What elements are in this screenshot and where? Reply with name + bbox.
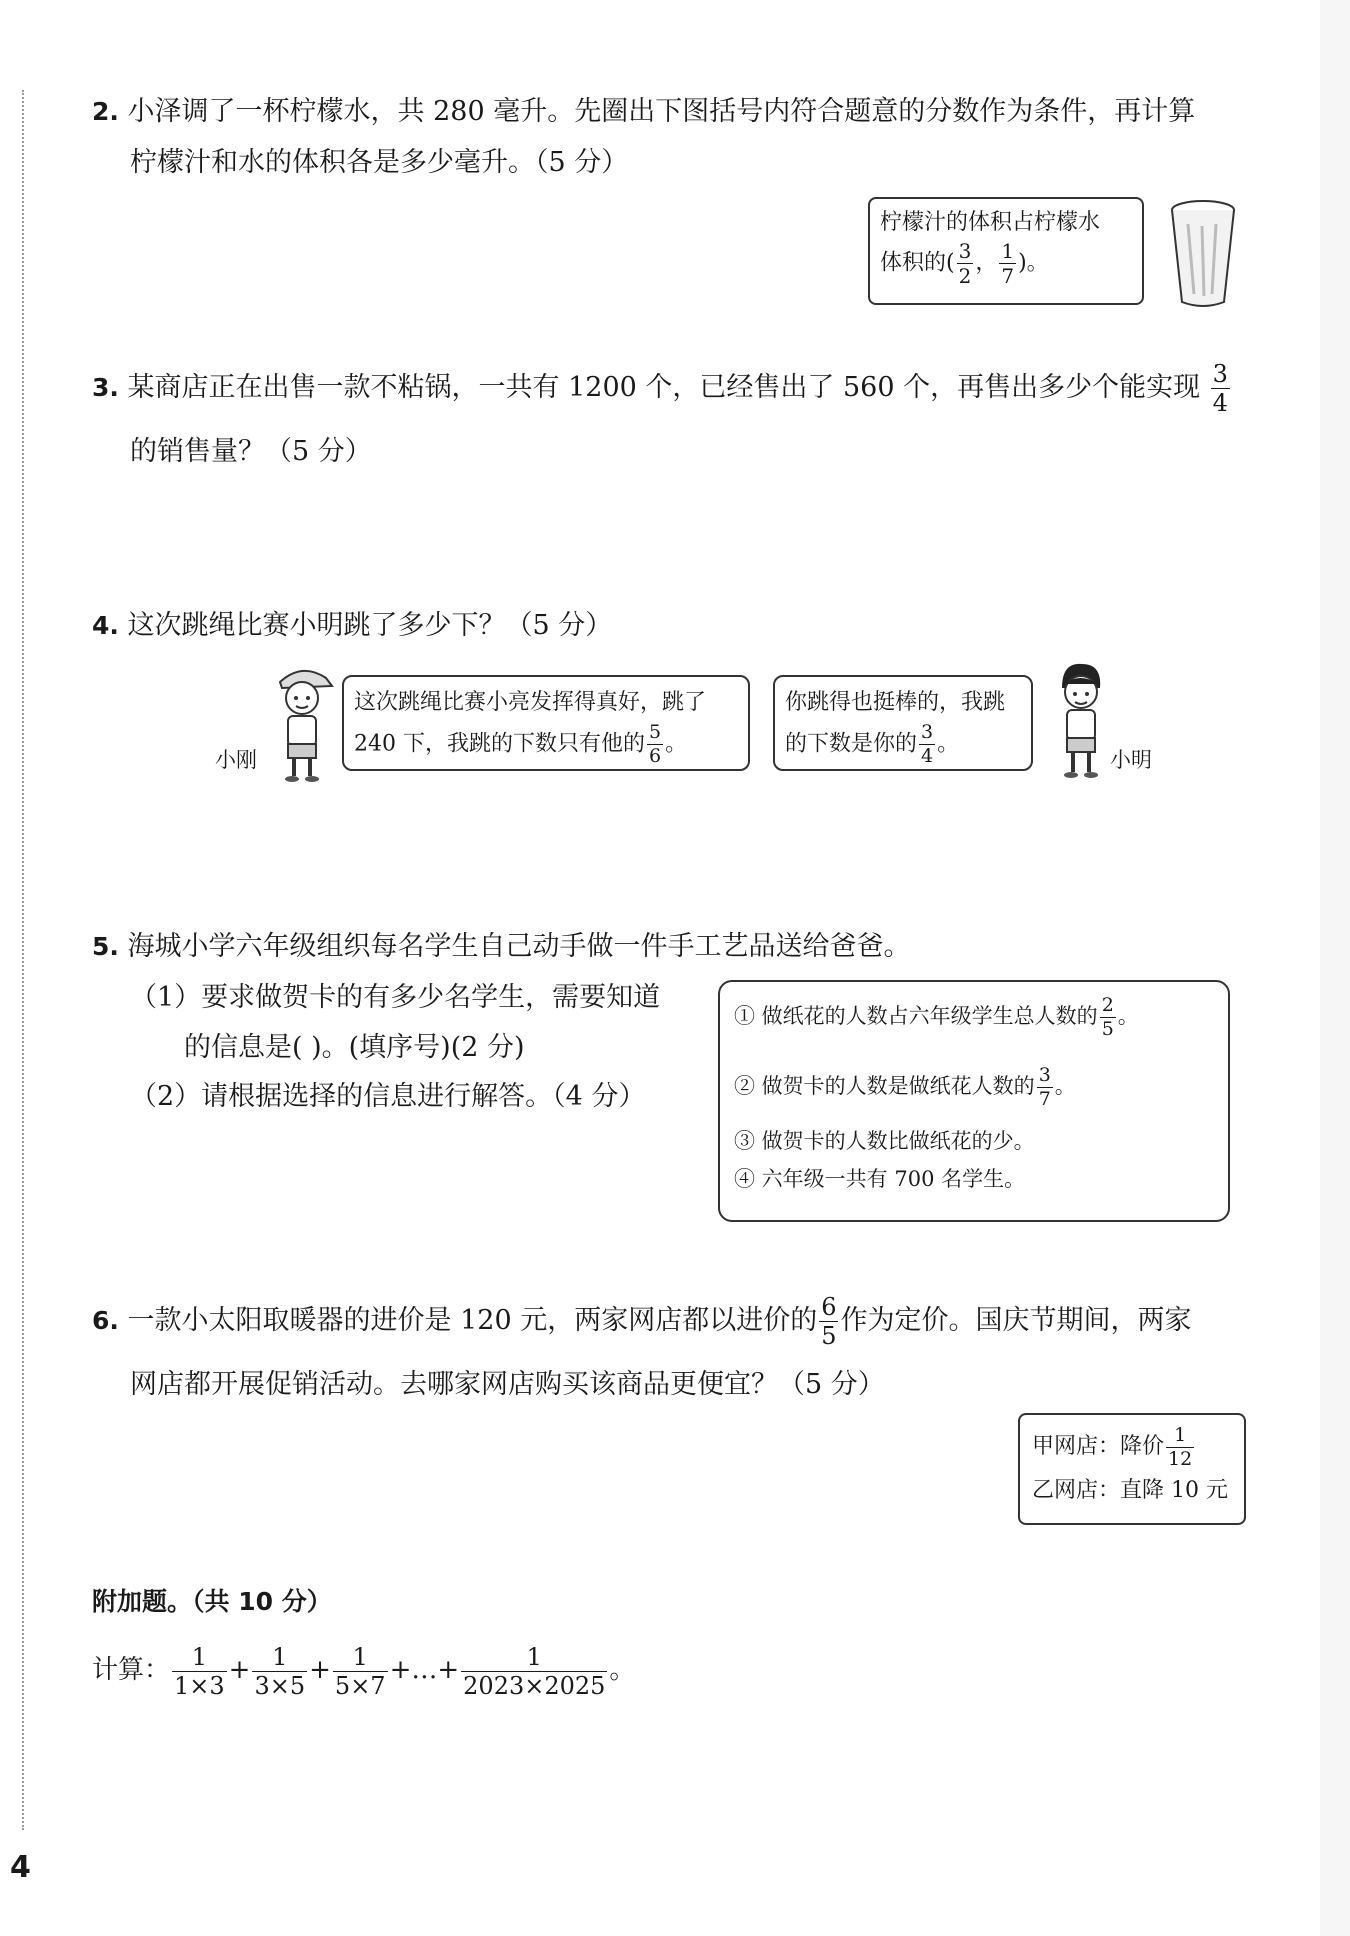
q5-option-2[interactable] <box>734 1054 1214 1114</box>
q5-text-1: 海城小学六年级组织每名学生自己动手做一件手工艺品送给爸爸。 <box>127 931 911 962</box>
q4-number: 4. <box>92 611 119 640</box>
q6-f-den: 5 <box>821 1322 837 1350</box>
bonus-t1-num: 1 <box>172 1645 227 1672</box>
q2-box-pre: 体积的( <box>880 250 955 276</box>
q3-line1 <box>92 362 1232 415</box>
q6-shop-box <box>1018 1413 1246 1525</box>
bonus-term-3 <box>333 1642 388 1700</box>
q2-f2-den: 7 <box>1001 264 1015 288</box>
boy-with-cap-illustration <box>270 660 334 784</box>
right-bubble-pre: 的下数是你的 <box>785 731 918 757</box>
right-bubble-line1: 你跳得也挺棒的，我跳 <box>785 690 1006 715</box>
bonus-term-2 <box>252 1642 307 1700</box>
q5-opt1-den: 5 <box>1101 1018 1114 1040</box>
bonus-t4-num: 1 <box>461 1645 607 1672</box>
bonus-t4-den: 2023×2025 <box>463 1671 606 1700</box>
right-f-den: 4 <box>921 745 934 767</box>
q5-number: 5. <box>92 932 119 961</box>
left-bubble-line1: 这次跳绳比赛小亮发挥得真好，跳了 <box>354 690 707 715</box>
right-speech-bubble <box>773 675 1033 771</box>
q5-sub1-line2: 的信息是( )。(填序号)(2 分) <box>184 1032 525 1063</box>
q6-shop2: 乙网店：直降 10 元 <box>1032 1478 1228 1503</box>
q5-option-1[interactable] <box>734 996 1214 1054</box>
q5-sub1-line1: （1）要求做贺卡的有多少名学生，需要知道 <box>130 982 661 1013</box>
bonus-t3-num: 1 <box>333 1645 388 1672</box>
bonus-t3-den: 5×7 <box>334 1671 386 1700</box>
left-speech-bubble <box>342 675 750 771</box>
left-bubble-fraction <box>647 723 663 766</box>
q2-fraction-1-7[interactable] <box>999 241 1016 286</box>
q5-sub2: （2）请根据选择的信息进行解答。（4 分） <box>130 1081 646 1112</box>
right-bubble-post: 。 <box>937 731 960 757</box>
q5-opt2-text: ② 做贺卡的人数是做纸花人数的 <box>734 1074 1035 1098</box>
bonus-term-1 <box>172 1642 227 1700</box>
q2-box-sep: ， <box>975 250 998 276</box>
q3-text-1: 某商店正在出售一款不粘锅，一共有 1200 个，已经售出了 560 个，再售出多少个能实现 <box>127 372 1201 403</box>
bonus-title: 附加题。（共 10 分） <box>92 1587 332 1616</box>
left-bubble-post: 。 <box>665 731 688 757</box>
bonus-t2-num: 1 <box>252 1645 307 1672</box>
q2-box-post: )。 <box>1018 250 1049 276</box>
left-f-num: 5 <box>649 721 662 743</box>
q5-opt2-den: 7 <box>1038 1088 1051 1110</box>
q2-f1-num: 3 <box>958 239 972 263</box>
q2-text-1: 小泽调了一杯柠檬水，共 280 毫升。先圈出下图括号内符合题意的分数作为条件，再计算 <box>127 96 1196 127</box>
q2-line1 <box>92 92 1195 132</box>
q6-shop1-num: 1 <box>1166 1426 1194 1448</box>
bonus-calc-label: 计算： <box>92 1655 171 1685</box>
q2-fraction-3-2[interactable] <box>957 241 974 286</box>
q4-text-1: 这次跳绳比赛小明跳了多少下？（5 分） <box>127 610 613 641</box>
q2-box-line2 <box>880 241 1132 286</box>
q5-opt2-post: 。 <box>1054 1074 1076 1098</box>
bonus-plus-2: + <box>309 1655 331 1685</box>
q5-option-3[interactable]: ③ 做贺卡的人数比做纸花的少。 <box>734 1129 1035 1153</box>
q2-text-2: 柠檬汁和水的体积各是多少毫升。（5 分） <box>130 147 629 178</box>
cup-icon <box>1168 198 1238 312</box>
q6-shop1-fraction <box>1166 1423 1194 1470</box>
q6-shop1-den: 12 <box>1168 1447 1193 1470</box>
bonus-t2-den: 3×5 <box>254 1671 306 1700</box>
q5-opt1-text: ① 做纸花的人数占六年级学生总人数的 <box>734 1004 1098 1028</box>
q2-condition-box <box>868 197 1144 305</box>
bonus-end: 。 <box>609 1655 636 1685</box>
q4-line1 <box>92 606 612 646</box>
q3-f-num: 3 <box>1212 360 1228 388</box>
bonus-ellipsis: +…+ <box>389 1655 460 1685</box>
q3-text-2: 的销售量？（5 分） <box>130 436 372 467</box>
q5-opt2-fraction <box>1037 1066 1053 1109</box>
q6-text-2: 网店都开展促销活动。去哪家网店购买该商品更便宜？（5 分） <box>130 1369 885 1400</box>
right-f-num: 3 <box>921 721 934 743</box>
q6-fraction <box>819 1295 838 1348</box>
q6-f-num: 6 <box>821 1293 837 1321</box>
page-number: 4 <box>10 1850 31 1885</box>
q6-number: 6. <box>92 1306 119 1335</box>
binding-dotted-line <box>22 90 24 1830</box>
q2-box-line1: 柠檬汁的体积占柠檬水 <box>880 210 1101 235</box>
q2-f2-num: 1 <box>1001 239 1015 263</box>
q3-number: 3. <box>92 373 119 402</box>
q2-number: 2. <box>92 97 119 126</box>
q5-opt1-post: 。 <box>1117 1004 1139 1028</box>
bonus-plus-1: + <box>228 1655 251 1685</box>
q6-shop1 <box>1032 1425 1232 1469</box>
bonus-t1-den: 1×3 <box>174 1671 225 1700</box>
q5-option-4[interactable]: ④ 六年级一共有 700 名学生。 <box>734 1167 1026 1191</box>
boy-illustration <box>1050 658 1110 782</box>
left-f-den: 6 <box>649 745 662 767</box>
right-bubble-line2 <box>785 723 1021 766</box>
right-bubble-fraction <box>919 723 935 766</box>
bonus-term-last <box>461 1642 607 1700</box>
q5-opt1-num: 2 <box>1101 994 1114 1016</box>
q5-line1 <box>92 927 911 967</box>
q6-text-pre: 一款小太阳取暖器的进价是 120 元，两家网店都以进价的 <box>127 1305 818 1336</box>
right-speaker-name: 小明 <box>1110 748 1152 772</box>
left-bubble-line2 <box>354 723 738 766</box>
q3-fraction <box>1211 362 1230 415</box>
q3-f-den: 4 <box>1212 389 1228 417</box>
q2-f1-den: 2 <box>958 264 972 288</box>
left-bubble-pre: 240 下，我跳的下数只有他的 <box>354 731 645 757</box>
q5-opt1-fraction <box>1100 996 1116 1039</box>
left-speaker-name: 小刚 <box>215 748 257 772</box>
q6-shop1-text: 甲网店：降价 <box>1032 1434 1165 1459</box>
q5-opt2-num: 3 <box>1038 1064 1051 1086</box>
q5-info-box <box>718 980 1230 1222</box>
q6-text-post: 作为定价。国庆节期间，两家 <box>840 1305 1192 1336</box>
q6-line1 <box>92 1295 1191 1348</box>
bonus-expression <box>92 1640 635 1700</box>
